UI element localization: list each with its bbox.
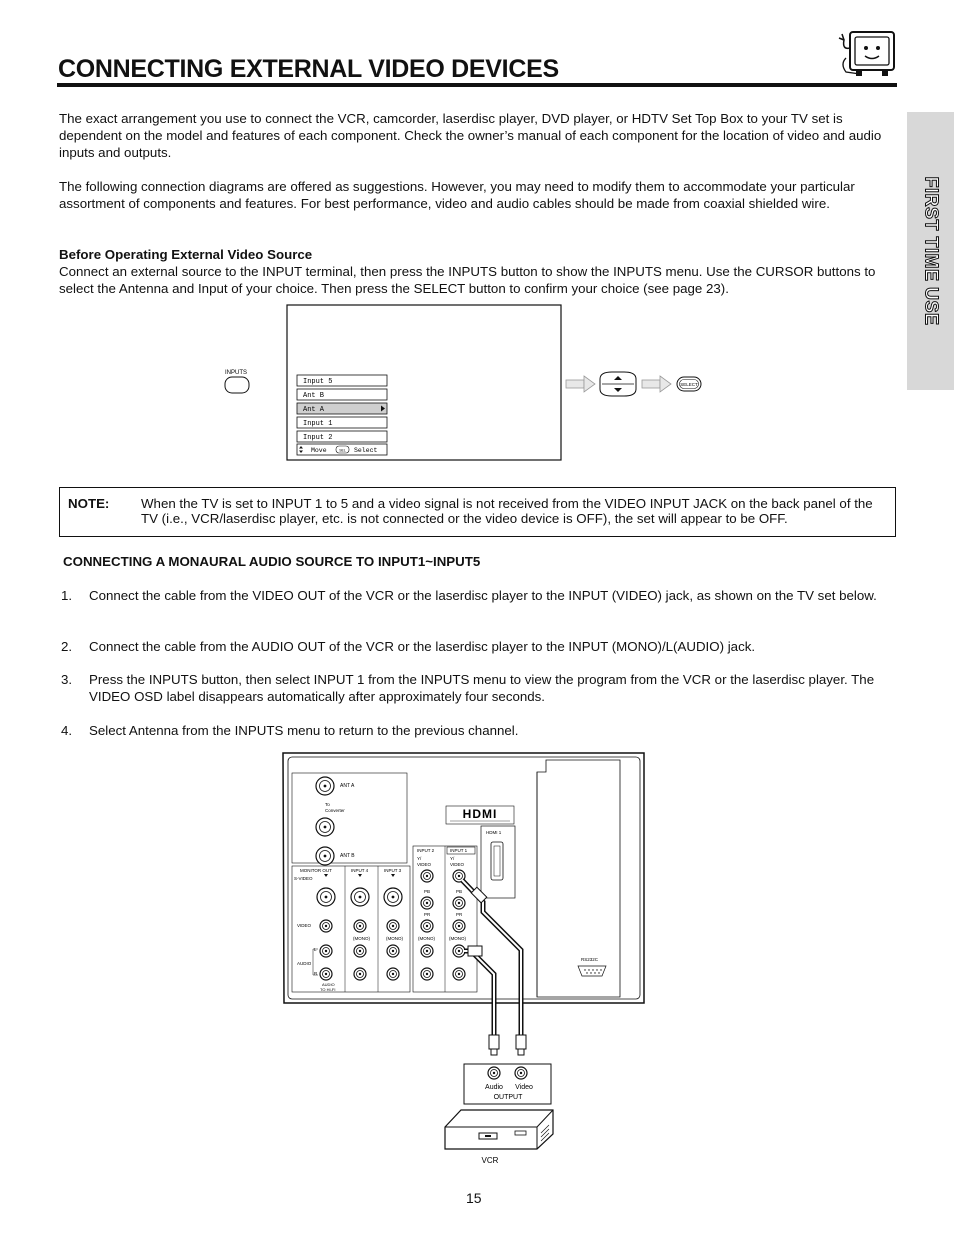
note-text: When the TV is set to INPUT 1 to 5 and a video signal is not received from the VIDEO INPUT JACK on the back panel of the TV (i.e., VCR/laserdisc player, etc. is not connected or the video device is OFF), the set will appear to be OFF. (141, 496, 873, 526)
intro-paragraph-2: The following connection diagrams are offered as suggestions. However, you may need to modify them to accommodate your particular assortment of components and features. For best performance, video and audio cables should be made from coaxial shielded wire. (59, 179, 855, 211)
input-1-pb-jack[interactable] (453, 897, 465, 909)
step-number: 1. (61, 588, 73, 603)
to-converter-jack[interactable] (316, 818, 334, 836)
input-4-audio-r-jack[interactable] (354, 968, 366, 980)
before-operating-body: Connect an external source to the INPUT terminal, then press the INPUTS button to show the INPUTS menu. Use the CURSOR buttons to select the Antenna and Input of your choice. Then press the SELECT button to confirm your choice (see page 23). (59, 264, 876, 296)
ant-b-label: ANT B (340, 853, 355, 859)
step-text: Select Antenna from the INPUTS menu to return to the previous channel. (89, 723, 519, 738)
video-label: VIDEO (450, 862, 465, 867)
vcr-output-panel (464, 1064, 551, 1104)
input-3-svideo-jack[interactable] (384, 888, 402, 906)
intro-paragraph-1: The exact arrangement you use to connect the VCR, camcorder, laserdisc player, DVD player, or HDTV Set Top Box to your TV set is dependent on the model and features of each component. Check the owner’s manual of each component for the location of video and audio inputs and outputs. (59, 111, 882, 160)
audio-to-hifi-label: TO HI-FI (320, 987, 336, 992)
pr-label: PR (424, 912, 431, 917)
monitor-out-label: MONITOR OUT (300, 868, 332, 873)
step-text: Connect the cable from the AUDIO OUT of the VCR or the laserdisc player to the INPUT (MONO)/L(AUDIO) jack. (89, 639, 756, 654)
s-video-label: S-VIDEO (294, 876, 313, 881)
menu-item-label: Ant A (303, 406, 325, 414)
footer-move: Move (311, 447, 327, 454)
vcr-label: VCR (481, 1156, 499, 1165)
ant-b-jack[interactable] (316, 847, 334, 865)
input-4-audio-l-jack[interactable] (354, 945, 366, 957)
vcr-audio-label: Audio (485, 1084, 503, 1091)
pb-label: PB (424, 889, 431, 894)
audio-label: AUDIO (297, 961, 312, 966)
mono-label: (MONO) (418, 936, 435, 941)
r-label: R (314, 971, 318, 976)
audio-to-hifi-label: AUDIO (322, 982, 335, 987)
to-converter-label: To (325, 802, 330, 807)
rs232c-label: RS232C (581, 957, 599, 962)
page-number: 15 (466, 1190, 482, 1206)
input-1-pr-jack[interactable] (453, 920, 465, 932)
ant-a-jack[interactable] (316, 777, 334, 795)
input-3-audio-r-jack[interactable] (387, 968, 399, 980)
side-tab-label: FIRST TIME USE (921, 176, 941, 326)
step-number: 2. (61, 639, 73, 654)
vcr-video-out-jack[interactable] (515, 1067, 527, 1079)
select-button-label: SELECT (680, 382, 698, 387)
menu-item-label: Input 1 (303, 420, 333, 428)
step-number: 3. (61, 672, 73, 687)
inputs-button-label: INPUTS (224, 370, 248, 376)
to-converter-label: Converter (325, 808, 345, 813)
video-label: VIDEO (297, 923, 312, 928)
input-3-video-jack[interactable] (387, 920, 399, 932)
input-3-audio-l-jack[interactable] (387, 945, 399, 957)
step-number: 4. (61, 723, 73, 738)
before-operating-heading: Before Operating External Video Source (59, 247, 313, 262)
input-2-audio-l-jack[interactable] (421, 945, 433, 957)
input-3-label: INPUT 3 (384, 868, 402, 873)
input-4-video-jack[interactable] (354, 920, 366, 932)
monitor-out-svideo-jack[interactable] (317, 888, 335, 906)
ant-a-label: ANT A (340, 783, 355, 789)
pr-label: PR (456, 912, 463, 917)
input-2-audio-r-jack[interactable] (421, 968, 433, 980)
footer-sel: SEL (339, 448, 346, 453)
video-label: VIDEO (417, 862, 432, 867)
input-2-label: INPUT 2 (417, 848, 435, 853)
pb-label: PB (456, 889, 463, 894)
monitor-out-audio-r-jack[interactable] (320, 968, 332, 980)
input-4-label: INPUT 4 (351, 868, 369, 873)
vcr-video-label: Video (515, 1084, 533, 1091)
mono-label: (MONO) (353, 936, 370, 941)
vcr-audio-out-jack[interactable] (488, 1067, 500, 1079)
section-heading: CONNECTING A MONAURAL AUDIO SOURCE TO INPUT1~INPUT5 (63, 554, 481, 569)
step-text: Press the INPUTS button, then select INPUT 1 from the INPUTS menu to view the program from the VCR or the laserdisc player. The VIDEO OSD label disappears automatically after approximately four seconds. (89, 672, 875, 704)
monitor-out-video-jack[interactable] (320, 920, 332, 932)
input-4-svideo-jack[interactable] (351, 888, 369, 906)
page-title: CONNECTING EXTERNAL VIDEO DEVICES (58, 55, 559, 83)
input-1-audio-r-jack[interactable] (453, 968, 465, 980)
menu-item-label: Ant B (303, 392, 325, 400)
input-2-y-jack[interactable] (421, 870, 433, 882)
vcr-output-label: OUTPUT (493, 1094, 523, 1101)
hdmi-logo (446, 806, 514, 824)
footer-select: Select (354, 447, 378, 454)
hdmi-1-label: HDMI 1 (486, 830, 502, 835)
y-label: Y/ (450, 856, 455, 861)
hdmi-port[interactable] (481, 826, 515, 898)
step-text: Connect the cable from the VIDEO OUT of the VCR or the laserdisc player to the INPUT (VIDEO) jack, as shown on the TV set below. (89, 588, 877, 603)
vcr-icon (445, 1110, 553, 1149)
note-label: NOTE: (68, 496, 110, 511)
mono-label: (MONO) (386, 936, 403, 941)
l-label: L (314, 947, 317, 952)
input-1-label: INPUT 1 (450, 848, 468, 853)
mono-label: (MONO) (449, 936, 466, 941)
y-label: Y/ (417, 856, 422, 861)
menu-item-label: Input 2 (303, 434, 333, 442)
input-1-audio-l-jack[interactable] (453, 945, 465, 957)
monitor-out-audio-l-jack[interactable] (320, 945, 332, 957)
menu-item-label: Input 5 (303, 378, 333, 386)
input-2-pr-jack[interactable] (421, 920, 433, 932)
input-2-pb-jack[interactable] (421, 897, 433, 909)
hdmi-logo-text: HDMI (462, 807, 498, 821)
